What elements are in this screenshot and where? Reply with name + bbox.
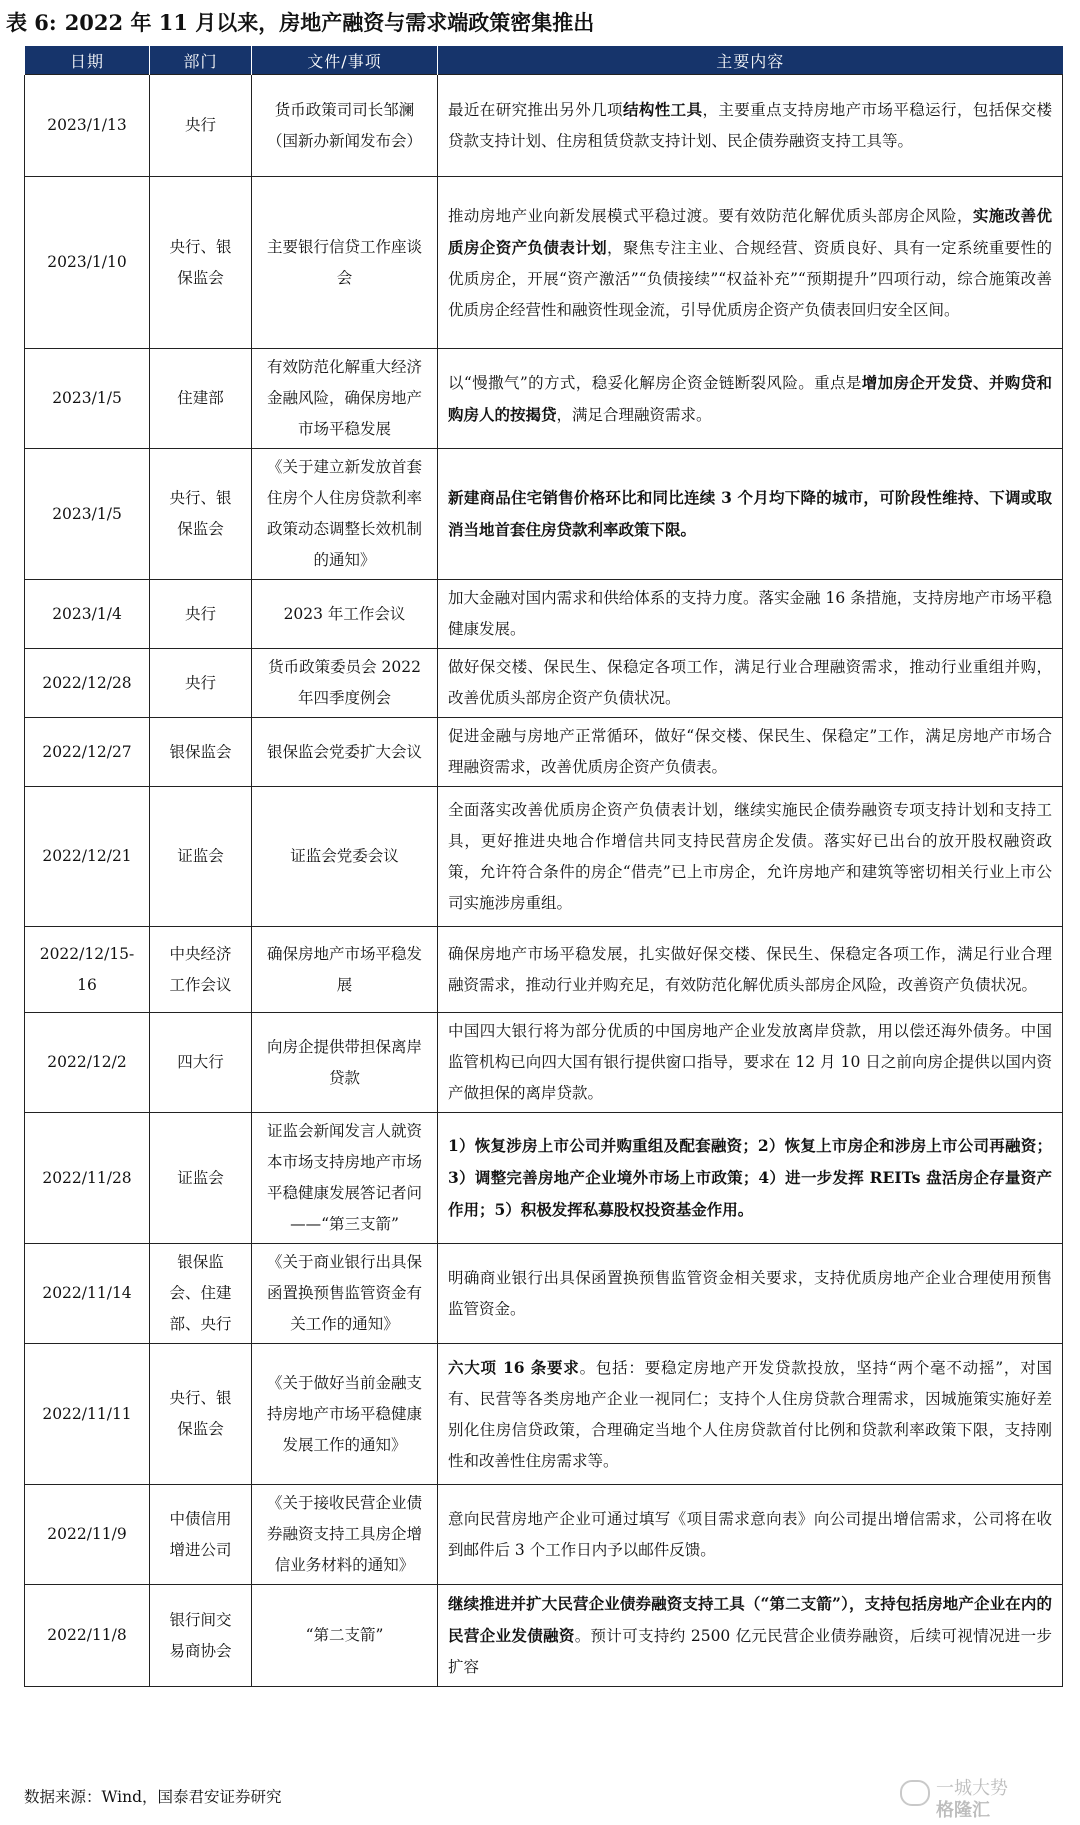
cell-department: 央行 (150, 580, 252, 649)
cell-document: 证监会党委会议 (252, 787, 438, 927)
content-segment: 全面落实改善优质房企资产负债表计划，继续实施民企债券融资专项支持计划和支持工具，更好推进央地合作增信共同支持民营房企发债。落实好已出台的放开股权融资政策，允许符合条件的房企“借壳”已上市房企，允许房地产和建筑等密切相关行业上市公司实施涉房重组。 (448, 800, 1052, 912)
cell-date: 2022/11/9 (25, 1485, 150, 1585)
cell-department: 银保监会、住建部、央行 (150, 1244, 252, 1344)
cell-document: 《关于做好当前金融支持房地产市场平稳健康发展工作的通知》 (252, 1344, 438, 1485)
content-bold-segment: 继续推进并扩大民营企业债券融资支持工具（“第二支箭”），支持包括房地产企业在内的民营企业发债融资 (448, 1594, 1052, 1645)
cell-document: 有效防范化解重大经济金融风险，确保房地产市场平稳发展 (252, 349, 438, 449)
content-bold-segment: 新建商品住宅销售价格环比和同比连续 3 个月均下降的城市，可阶段性维持、下调或取消当地首套住房贷款利率政策下限。 (448, 488, 1052, 539)
table-body (25, 75, 1063, 1687)
cell-department: 银行间交易商协会 (150, 1585, 252, 1687)
cell-date: 2023/1/5 (25, 449, 150, 580)
cell-date: 2022/12/27 (25, 718, 150, 787)
cell-department: 住建部 (150, 349, 252, 449)
table-row (25, 649, 1063, 718)
table-caption (6, 8, 1066, 38)
cell-content (438, 1244, 1063, 1344)
data-source-note: 数据来源：Wind，国泰君安证券研究 (24, 1788, 282, 1806)
header-date: 日期 (25, 46, 150, 75)
content-bold-segment: 结构性工具 (622, 100, 703, 119)
cell-content (438, 449, 1063, 580)
content-segment: ，主要重点支持房地产市场平稳运行，包括保交楼贷款支持计划、住房租赁贷款支持计划、民企债券融资支持工具等。 (448, 101, 1052, 150)
cell-department: 央行、银保监会 (150, 449, 252, 580)
cell-content (438, 1113, 1063, 1244)
watermark-line-2: 格隆汇 (936, 1800, 990, 1821)
cell-date: 2023/1/5 (25, 349, 150, 449)
caption-number: 表 6: (6, 10, 57, 35)
content-segment: 做好保交楼、保民生、保稳定各项工作，满足行业合理融资需求，推动行业重组并购，改善优质头部房企资产负债状况。 (448, 658, 1052, 707)
cell-document: 货币政策委员会 2022 年四季度例会 (252, 649, 438, 718)
cell-document: 货币政策司司长邹澜（国新办新闻发布会） (252, 75, 438, 177)
table-row (25, 75, 1063, 177)
content-segment: 加大金融对国内需求和供给体系的支持力度。落实金融 16 条措施，支持房地产市场平稳健康发展。 (448, 589, 1052, 638)
wechat-icon (900, 1780, 930, 1806)
content-segment: 推动房地产业向新发展模式平稳过渡。要有效防范化解优质头部房企风险， (448, 206, 973, 225)
cell-document: 2023 年工作会议 (252, 580, 438, 649)
table-row (25, 927, 1063, 1013)
table-row (25, 1113, 1063, 1244)
cell-date: 2022/11/11 (25, 1344, 150, 1485)
cell-document: 《关于商业银行出具保函置换预售监管资金有关工作的通知》 (252, 1244, 438, 1344)
table-row (25, 718, 1063, 787)
content-bold-segment: 实施改善优质房企资产负债表计划 (448, 205, 1052, 257)
cell-content (438, 1344, 1063, 1485)
cell-document: 确保房地产市场平稳发展 (252, 927, 438, 1013)
content-segment: 以“慢撒气”的方式，稳妥化解房企资金链断裂风险。重点是 (448, 373, 862, 392)
cell-date: 2022/12/28 (25, 649, 150, 718)
caption-title: 2022 年 11 月以来，房地产融资与需求端政策密集推出 (64, 10, 595, 35)
cell-document: 《关于建立新发放首套住房个人住房贷款利率政策动态调整长效机制的通知》 (252, 449, 438, 580)
cell-department: 央行、银保监会 (150, 177, 252, 349)
cell-document: “第二支箭” (252, 1585, 438, 1687)
cell-content (438, 1585, 1063, 1687)
content-segment: ，聚焦专注主业、合规经营、资质良好、具有一定系统重要性的优质房企，开展“资产激活”“负债接续”“权益补充”“预期提升”四项行动，综合施策改善优质房企经营性和融资性现金流，引导优质房企资产负债表回归安全区间。 (448, 238, 1052, 319)
content-segment: 中国四大银行将为部分优质的中国房地产企业发放离岸贷款，用以偿还海外债务。中国监管机构已向四大国有银行提供窗口指导，要求在 12 月 10 日之前向房企提供以国内资产做担保的离岸贷款。 (448, 1022, 1052, 1102)
cell-department: 央行、银保监会 (150, 1344, 252, 1485)
content-segment: 促进金融与房地产正常循环，做好“保交楼、保民生、保稳定”工作，满足房地产市场合理融资需求，改善优质房企资产负债表。 (448, 727, 1052, 776)
watermark (900, 1774, 1050, 1820)
cell-department: 证监会 (150, 787, 252, 927)
cell-date: 2022/11/8 (25, 1585, 150, 1687)
cell-document: 《关于接收民营企业债券融资支持工具房企增信业务材料的通知》 (252, 1485, 438, 1585)
cell-date: 2022/12/2 (25, 1013, 150, 1113)
content-segment: 。预计可支持约 2500 亿元民营企业债券融资，后续可视情况进一步扩容 (448, 1627, 1052, 1676)
cell-department: 央行 (150, 649, 252, 718)
cell-document: 向房企提供带担保离岸贷款 (252, 1013, 438, 1113)
table-row (25, 787, 1063, 927)
cell-content (438, 177, 1063, 349)
cell-department: 中央经济工作会议 (150, 927, 252, 1013)
cell-date: 2023/1/10 (25, 177, 150, 349)
header-document: 文件/事项 (252, 46, 438, 75)
header-department: 部门 (150, 46, 252, 75)
content-segment: ，满足合理融资需求。 (556, 405, 712, 424)
cell-document: 证监会新闻发言人就资本市场支持房地产市场平稳健康发展答记者问——“第三支箭” (252, 1113, 438, 1244)
cell-date: 2022/12/21 (25, 787, 150, 927)
cell-document: 银保监会党委扩大会议 (252, 718, 438, 787)
content-segment: 明确商业银行出具保函置换预售监管资金相关要求，支持优质房地产企业合理使用预售监管资金。 (448, 1268, 1052, 1318)
table-row (25, 1344, 1063, 1485)
table-row (25, 1485, 1063, 1585)
content-segment: 。包括：要稳定房地产开发贷款投放，坚持“两个毫不动摇”，对国有、民营等各类房地产企业一视同仁；支持个人住房贷款合理需求，因城施策实施好差别化住房信贷政策，合理确定当地个人住房贷款首付比例和贷款利率政策下限，支持刚性和改善性住房需求等。 (448, 1358, 1052, 1470)
content-bold-segment: 1）恢复涉房上市公司并购重组及配套融资；2）恢复上市房企和涉房上市公司再融资；3）调整完善房地产企业境外市场上市政策；4）进一步发挥 REITs 盘活房企存量资产作用；5）积极发挥私募股权投资基金作用。 (448, 1136, 1052, 1219)
table-row (25, 349, 1063, 449)
content-bold-segment: 六大项 16 条要求 (448, 1357, 580, 1377)
table-row (25, 1585, 1063, 1687)
table-header-row (25, 46, 1063, 75)
watermark-line-1: 一城大势 (936, 1778, 1008, 1799)
cell-content (438, 718, 1063, 787)
content-segment: 确保房地产市场平稳发展，扎实做好保交楼、保民生、保稳定各项工作，满足行业合理融资需求，推动行业并购充足，有效防范化解优质头部房企风险，改善资产负债状况。 (448, 944, 1052, 994)
table-row (25, 1013, 1063, 1113)
table-row (25, 177, 1063, 349)
content-segment: 最近在研究推出另外几项 (448, 101, 623, 119)
policy-table (24, 46, 1063, 1687)
cell-document: 主要银行信贷工作座谈会 (252, 177, 438, 349)
cell-content (438, 927, 1063, 1013)
cell-department: 央行 (150, 75, 252, 177)
cell-content (438, 649, 1063, 718)
cell-content (438, 349, 1063, 449)
table-row (25, 1244, 1063, 1344)
cell-content (438, 1013, 1063, 1113)
cell-department: 银保监会 (150, 718, 252, 787)
cell-date: 2022/12/15-16 (25, 927, 150, 1013)
cell-date: 2023/1/4 (25, 580, 150, 649)
cell-date: 2023/1/13 (25, 75, 150, 177)
cell-content (438, 787, 1063, 927)
cell-date: 2022/11/14 (25, 1244, 150, 1344)
content-segment: 意向民营房地产企业可通过填写《项目需求意向表》向公司提出增信需求，公司将在收到邮件后 3 个工作日内予以邮件反馈。 (448, 1509, 1052, 1559)
cell-content (438, 1485, 1063, 1585)
table-row (25, 580, 1063, 649)
table-row (25, 449, 1063, 580)
cell-department: 中债信用增进公司 (150, 1485, 252, 1585)
cell-date: 2022/11/28 (25, 1113, 150, 1244)
cell-department: 四大行 (150, 1013, 252, 1113)
content-bold-segment: 增加房企开发贷、并购贷和购房人的按揭贷 (448, 372, 1052, 424)
cell-content (438, 580, 1063, 649)
cell-department: 证监会 (150, 1113, 252, 1244)
header-content: 主要内容 (438, 46, 1063, 75)
cell-content (438, 75, 1063, 177)
